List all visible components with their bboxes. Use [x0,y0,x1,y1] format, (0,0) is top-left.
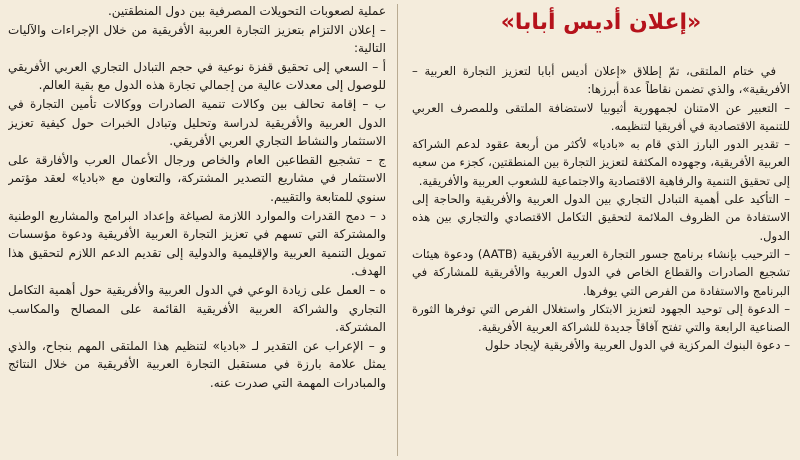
measure-item-a: أ – السعي إلى تحقيق قفزة نوعية في حجم التبادل التجاري العربي الأفريقي للوصول إلى معدلات عالية من إجمالي تجارة هذه الدول مع بقية العالم. [8,59,386,93]
intro-paragraph: في ختام الملتقى، تمّ إطلاق «إعلان أديس أبابا لتعزيز التجارة العربية – الأفريقية»، والذي تضمن نقاطاً عدة أبرزها: [412,64,790,97]
declaration-point-badea-role: – تقدير الدور البارز الذي قام به «باديا» لأكثر من أربعة عقود لدعم الشراكة العربية الأفريقية، وجهوده المكثفة لتعزيز التجارة بين المنطقتين، كجزء من سعيه إلى تحقيق التنمية والرفاهية الاقتصادية والاجتماعية للشعوب العربية والأفريقية. [412,137,790,188]
measure-item-d: د – دمج القدرات والموارد اللازمة لصياغة وإعداد البرامج والمشاريع الوطنية والمشتركة التي تسهم في تعزيز التجارة العربية الأفريقية ودعوة مؤسسات تمويل التنمية العربية والإقليمية والدولية إلى تقديم الدعم اللازم لتحقيق هذا الهدف. [8,208,386,279]
declaration-point-trade-importance: – التأكيد على أهمية التبادل التجاري بين الدول العربية والأفريقية والحاجة إلى الاستفادة من الظروف الملائمة لتحقيق التكامل الاقتصادي والتجاري بين هذه الدول. [412,192,790,243]
measure-item-f: و – الإعراب عن التقدير لـ «باديا» لتنظيم هذا الملتقى المهم بنجاح، والذي يمثل علامة بارزة في مستقبل التجارة العربية الأفريقية من خلال النتائج والمبادرات المهمة التي صدرت عنه. [8,338,386,390]
declaration-point-aatb-program: – الترحيب بإنشاء برنامج جسور التجارة العربية الأفريقية (AATB) ودعوة هيئات تشجيع الصادرات والقطاع الخاص في الدول العربية والأفريقية للمشاركة في البرنامج والاستفادة من الفرص التي يوفرها. [412,246,790,298]
measure-item-e: ه – العمل على زيادة الوعي في الدول العربية والأفريقية حول أهمية التكامل التجاري والشراكة العربية الأفريقية القائمة على المصالح والمكاسب المشتركة. [8,282,386,335]
declaration-point-gratitude: – التعبير عن الامتنان لجمهورية أثيوبيا لاستضافة الملتقى وللمصرف العربي للتنمية الاقتصادية في أفريقيا لتنظيمه. [412,100,790,133]
continuation-paragraph: عملية لصعوبات التحويلات المصرفية بين دول المنطقتين. [107,4,386,18]
declaration-point-innovation: – الدعوة إلى توحيد الجهود لتعزيز الابتكار واستغلال الفرص التي توفرها الثورة الصناعية الرابعة والتي تفتح آفاقاً جديدة للشراكة العربية الأفريقية. [412,301,790,335]
article-headline: «إعلان أديس أبابا» [500,10,702,35]
measure-item-b: ب – إقامة تحالف بين وكالات تنمية الصادرات ووكالات تأمين التجارة في الدول العربية والأفريقية لدراسة وتحليل وتبادل الخبرات حول كيفية تعزيز الاستثمار والنشاط التجاري العربي الأفريقي. [8,96,386,149]
left-column [8,0,386,460]
declaration-point-commitment: – إعلان الالتزام بتعزيز التجارة العربية الأفريقية من خلال الإجراءات والآليات التالية: [8,22,386,56]
right-column [412,0,790,460]
measure-item-c: ج – تشجيع القطاعين العام والخاص ورجال الأعمال العرب والأفارقة على الاستثمار في مشاريع التصدير المشتركة، والتعاون مع «باديا» لعقد مؤتمر سنوي للمتابعة والتقييم. [8,152,386,204]
column-divider [397,4,398,456]
declaration-point-central-banks: – دعوة البنوك المركزية في الدول العربية والأفريقية لإيجاد حلول [485,338,790,353]
